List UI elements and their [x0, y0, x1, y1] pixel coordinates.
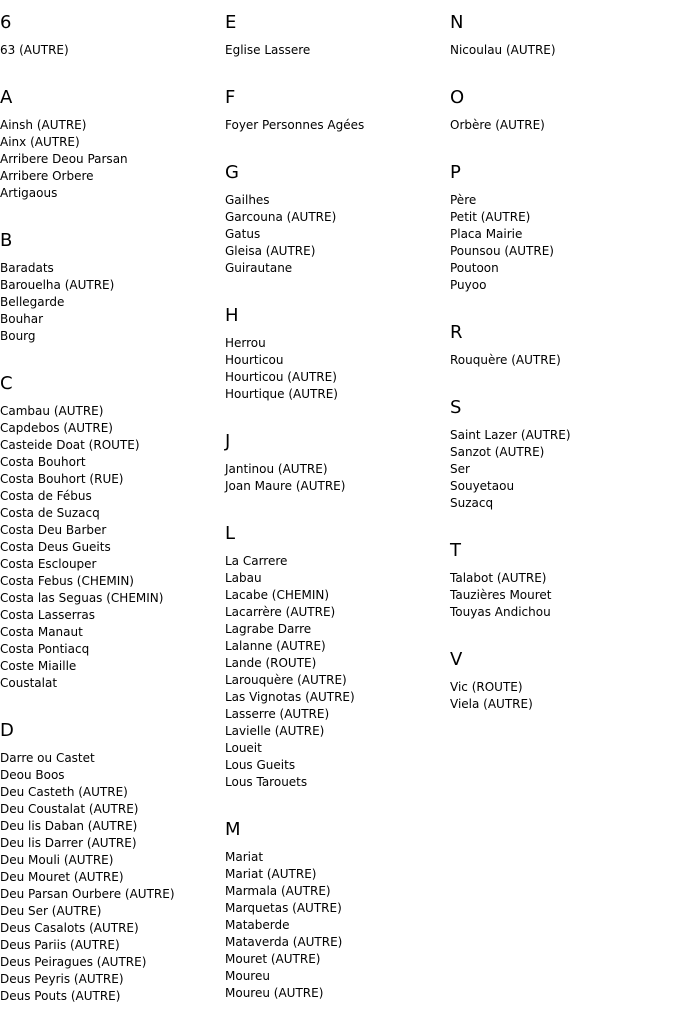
street-list [225, 335, 445, 403]
street-link[interactable]: Hourtique (AUTRE) [225, 387, 338, 401]
street-link[interactable]: Rouquère (AUTRE) [450, 353, 561, 367]
street-link[interactable]: Deu Casteth (AUTRE) [0, 785, 128, 799]
letter-group [0, 12, 220, 59]
street-link[interactable]: Barouelha (AUTRE) [0, 278, 115, 292]
letter-heading: V [450, 649, 463, 670]
letter-group [225, 523, 445, 791]
street-link[interactable]: Lande (ROUTE) [225, 656, 317, 670]
letter-heading: P [450, 162, 461, 183]
street-link[interactable]: Gatus [225, 227, 261, 241]
street-link[interactable]: Marmala (AUTRE) [225, 884, 331, 898]
street-link[interactable]: Deu Ser (AUTRE) [0, 904, 102, 918]
street-link[interactable]: Costa Lasserras [0, 608, 96, 622]
street-list [450, 192, 670, 294]
street-link[interactable]: Placa Mairie [450, 227, 523, 241]
street-link[interactable]: Mariat (AUTRE) [225, 867, 317, 881]
street-list [225, 553, 445, 791]
street-link[interactable]: Costa las Seguas (CHEMIN) [0, 591, 164, 605]
street-link[interactable]: Talabot (AUTRE) [450, 571, 547, 585]
street-link[interactable]: Lous Gueits [225, 758, 296, 772]
letter-group [450, 540, 670, 621]
column-3 [450, 0, 670, 741]
street-link[interactable]: Bouhar [0, 312, 44, 326]
street-link[interactable]: Deus Peyris (AUTRE) [0, 972, 124, 986]
street-link[interactable]: Deu Mouli (AUTRE) [0, 853, 114, 867]
street-link[interactable]: Deu Coustalat (AUTRE) [0, 802, 139, 816]
street-link[interactable]: Costa Bouhort (RUE) [0, 472, 124, 486]
letter-group [225, 819, 445, 1002]
street-link[interactable]: Costa Pontiacq [0, 642, 90, 656]
street-link[interactable]: Artigaous [0, 186, 58, 200]
letter-group [225, 305, 445, 403]
street-link[interactable]: Guirautane [225, 261, 293, 275]
street-link[interactable]: Marquetas (AUTRE) [225, 901, 342, 915]
letter-group [0, 373, 220, 692]
letter-group [450, 87, 670, 134]
letter-group [225, 431, 445, 495]
street-link[interactable]: Larouquère (AUTRE) [225, 673, 347, 687]
letter-group [225, 12, 445, 59]
letter-group [0, 230, 220, 345]
street-list [450, 679, 670, 713]
street-link[interactable]: Ainsh (AUTRE) [0, 118, 87, 132]
street-list [225, 849, 445, 1002]
street-link[interactable]: La Carrere [225, 554, 288, 568]
street-list [450, 352, 670, 369]
letter-heading: 6 [0, 12, 12, 33]
street-link[interactable]: Joan Maure (AUTRE) [225, 479, 346, 493]
letter-heading: T [450, 540, 461, 561]
street-link[interactable]: Deu lis Darrer (AUTRE) [0, 836, 137, 850]
street-link[interactable]: Herrou [225, 336, 266, 350]
street-link[interactable]: Costa Manaut [0, 625, 83, 639]
street-link[interactable]: Deus Pouts (AUTRE) [0, 989, 121, 1003]
street-link[interactable]: Coustalat [0, 676, 58, 690]
street-link[interactable]: Capdebos (AUTRE) [0, 421, 113, 435]
street-link[interactable]: Lavielle (AUTRE) [225, 724, 325, 738]
street-link[interactable]: Mouret (AUTRE) [225, 952, 321, 966]
column-1 [0, 0, 220, 1033]
street-link[interactable]: Costa Bouhort [0, 455, 86, 469]
street-link[interactable]: Moureu (AUTRE) [225, 986, 324, 1000]
street-list [450, 427, 670, 512]
street-link[interactable]: Ser [450, 462, 470, 476]
letter-group [450, 12, 670, 59]
street-link[interactable]: Deus Pariis (AUTRE) [0, 938, 120, 952]
street-link[interactable]: Lagrabe Darre [225, 622, 312, 636]
letter-group [225, 162, 445, 277]
letter-group [450, 162, 670, 294]
street-link[interactable]: Tauzières Mouret [450, 588, 552, 602]
street-list [450, 570, 670, 621]
street-link[interactable]: Souyetaou [450, 479, 515, 493]
street-link[interactable]: Cambau (AUTRE) [0, 404, 104, 418]
street-link[interactable]: Arribere Deou Parsan [0, 152, 128, 166]
street-link[interactable]: Deu Parsan Ourbere (AUTRE) [0, 887, 175, 901]
street-link[interactable]: Coste Miaille [0, 659, 77, 673]
street-link[interactable]: Costa Deu Barber [0, 523, 107, 537]
street-link[interactable]: Pounsou (AUTRE) [450, 244, 554, 258]
street-list [225, 461, 445, 495]
street-link[interactable]: Arribere Orbere [0, 169, 94, 183]
street-link[interactable]: Puyoo [450, 278, 487, 292]
letter-heading: B [0, 230, 13, 251]
street-link[interactable]: Costa Deus Gueits [0, 540, 111, 554]
street-link[interactable]: Eglise Lassere [225, 43, 311, 57]
street-link[interactable]: Hourticou (AUTRE) [225, 370, 337, 384]
street-link[interactable]: Lacabe (CHEMIN) [225, 588, 330, 602]
street-link[interactable]: Gleisa (AUTRE) [225, 244, 316, 258]
street-link[interactable]: Ainx (AUTRE) [0, 135, 80, 149]
letter-heading: G [225, 162, 239, 183]
letter-heading: R [450, 322, 463, 343]
street-link[interactable]: Casteide Doat (ROUTE) [0, 438, 140, 452]
street-link[interactable]: Las Vignotas (AUTRE) [225, 690, 355, 704]
street-link[interactable]: Deu lis Daban (AUTRE) [0, 819, 138, 833]
street-link[interactable]: Foyer Personnes Agées [225, 118, 365, 132]
street-link[interactable]: Costa Esclouper [0, 557, 97, 571]
street-link[interactable]: Mataverda (AUTRE) [225, 935, 343, 949]
street-link[interactable]: Gailhes [225, 193, 270, 207]
street-link[interactable]: Saint Lazer (AUTRE) [450, 428, 571, 442]
street-list [0, 117, 220, 202]
street-link[interactable]: Labau [225, 571, 262, 585]
street-list [225, 42, 445, 59]
letter-group [0, 87, 220, 202]
street-link[interactable]: Orbère (AUTRE) [450, 118, 545, 132]
street-list [0, 260, 220, 345]
letter-heading: D [0, 720, 14, 741]
letter-heading: A [0, 87, 13, 108]
letter-heading: N [450, 12, 464, 33]
letter-heading: L [225, 523, 236, 544]
street-list [0, 403, 220, 692]
street-link[interactable]: Moureu [225, 969, 270, 983]
letter-heading: F [225, 87, 236, 108]
street-link[interactable]: Petit (AUTRE) [450, 210, 531, 224]
street-link[interactable]: Vic (ROUTE) [450, 680, 523, 694]
letter-group [0, 720, 220, 1005]
letter-heading: C [0, 373, 13, 394]
letter-heading: H [225, 305, 239, 326]
street-link[interactable]: Darre ou Castet [0, 751, 95, 765]
street-link[interactable]: Costa Febus (CHEMIN) [0, 574, 134, 588]
letter-group [450, 397, 670, 512]
letter-heading: E [225, 12, 237, 33]
letter-heading: J [225, 431, 231, 452]
street-list [0, 750, 220, 1005]
street-link[interactable]: Hourticou [225, 353, 284, 367]
street-link[interactable]: Costa de Fébus [0, 489, 92, 503]
street-link[interactable]: Bourg [0, 329, 36, 343]
street-link[interactable]: Suzacq [450, 496, 494, 510]
street-link[interactable]: Lous Tarouets [225, 775, 308, 789]
letter-group [450, 322, 670, 369]
street-link[interactable]: Sanzot (AUTRE) [450, 445, 545, 459]
street-link[interactable]: Jantinou (AUTRE) [225, 462, 328, 476]
street-list [225, 192, 445, 277]
street-link[interactable]: Mariat [225, 850, 264, 864]
letter-heading: M [225, 819, 241, 840]
street-list [450, 117, 670, 134]
letter-heading: O [450, 87, 465, 108]
street-link[interactable]: Baradats [0, 261, 54, 275]
street-list [450, 42, 670, 59]
street-link[interactable]: 63 (AUTRE) [0, 43, 69, 57]
street-link[interactable]: Deou Boos [0, 768, 65, 782]
street-link[interactable]: Costa de Suzacq [0, 506, 100, 520]
street-link[interactable]: Deus Casalots (AUTRE) [0, 921, 139, 935]
street-link[interactable]: Loueit [225, 741, 262, 755]
letter-heading: S [450, 397, 462, 418]
letter-group [450, 649, 670, 713]
street-list [225, 117, 445, 134]
column-2 [225, 0, 445, 1030]
street-link[interactable]: Mataberde [225, 918, 290, 932]
street-link[interactable]: Garcouna (AUTRE) [225, 210, 337, 224]
street-link[interactable]: Nicoulau (AUTRE) [450, 43, 556, 57]
letter-group [225, 87, 445, 134]
street-link[interactable]: Touyas Andichou [450, 605, 551, 619]
street-link[interactable]: Bellegarde [0, 295, 65, 309]
street-link[interactable]: Père [450, 193, 477, 207]
street-link[interactable]: Lacarrère (AUTRE) [225, 605, 336, 619]
street-link[interactable]: Deu Mouret (AUTRE) [0, 870, 124, 884]
street-link[interactable]: Poutoon [450, 261, 499, 275]
street-link[interactable]: Lasserre (AUTRE) [225, 707, 330, 721]
street-list [0, 42, 220, 59]
street-link[interactable]: Lalanne (AUTRE) [225, 639, 326, 653]
street-link[interactable]: Deus Peiragues (AUTRE) [0, 955, 147, 969]
street-link[interactable]: Viela (AUTRE) [450, 697, 533, 711]
